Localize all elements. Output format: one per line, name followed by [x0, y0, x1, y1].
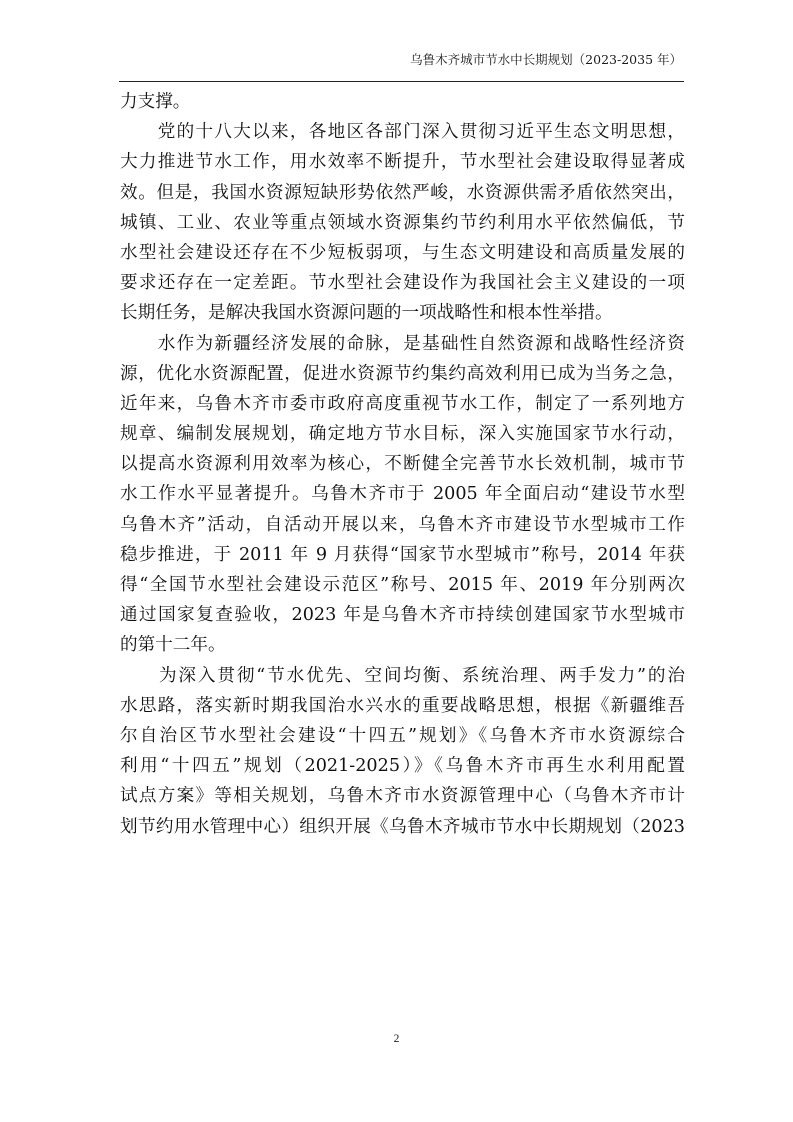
text-line: 近年来，乌鲁木齐市委市政府高度重视节水工作，制定了一系列地方	[120, 393, 685, 414]
text-line: 规章、编制发展规划，确定地方节水目标，深入实施国家节水行动，	[120, 424, 685, 445]
running-header: 乌鲁木齐城市节水中长期规划（2023-2035 年）	[410, 52, 682, 67]
text-line: 要求还存在一定差距。节水型社会建设作为我国社会主义建设的一项	[120, 273, 685, 294]
text-line: 尔自治区节水型社会建设“十四五”规划》《乌鲁木齐市水资源综合	[120, 725, 685, 746]
body-text	[120, 87, 685, 842]
text-line: 利用“十四五”规划（2021-2025）》《乌鲁木齐市再生水利用配置	[120, 756, 685, 777]
text-line: 为深入贯彻“节水优先、空间均衡、系统治理、两手发力”的治	[120, 665, 685, 686]
text-line: 的第十二年。	[120, 635, 226, 656]
text-line: 水作为新疆经济发展的命脉，是基础性自然资源和战略性经济资	[120, 333, 685, 354]
text-line: 乌鲁木齐”活动，自活动开展以来，乌鲁木齐市建设节水型城市工作	[120, 514, 685, 535]
text-line: 得“全国节水型社会建设示范区”称号、2015 年、2019 年分别两次	[120, 575, 685, 595]
text-line: 长期任务，是解决我国水资源问题的一项战略性和根本性举措。	[120, 303, 613, 324]
text-line: 大力推进节水工作，用水效率不断提升，节水型社会建设取得显著成	[120, 152, 685, 173]
text-line: 力支撑。	[120, 92, 191, 112]
text-line: 源，优化水资源配置，促进水资源节约集约高效利用已成为当务之急，	[120, 363, 685, 384]
text-line: 以提高水资源利用效率为核心，不断健全完善节水长效机制，城市节	[120, 454, 685, 475]
text-line: 划节约用水管理中心）组织开展《乌鲁木齐城市节水中长期规划（2023	[120, 816, 685, 837]
text-line: 试点方案》等相关规划，乌鲁木齐市水资源管理中心（乌鲁木齐市计	[120, 786, 685, 807]
text-line: 城镇、工业、农业等重点领域水资源集约节约利用水平依然偏低，节	[120, 212, 685, 233]
page-number: 2	[393, 1033, 400, 1045]
text-line: 效。但是，我国水资源短缺形势依然严峻，水资源供需矛盾依然突出，	[120, 182, 685, 203]
text-line: 稳步推进，于 2011 年 9 月获得“国家节水型城市”称号，2014 年获	[120, 544, 685, 565]
text-line: 水型社会建设还存在不少短板弱项，与生态文明建设和高质量发展的	[120, 242, 685, 263]
text-line: 水思路，落实新时期我国治水兴水的重要战略思想，根据《新疆维吾	[120, 695, 685, 716]
text-line: 水工作水平显著提升。乌鲁木齐市于 2005 年全面启动“建设节水型	[120, 484, 685, 505]
text-line: 通过国家复查验收，2023 年是乌鲁木齐市持续创建国家节水型城市	[120, 605, 685, 626]
header-divider	[119, 81, 684, 82]
text-line: 党的十八大以来，各地区各部门深入贯彻习近平生态文明思想，	[120, 122, 685, 143]
